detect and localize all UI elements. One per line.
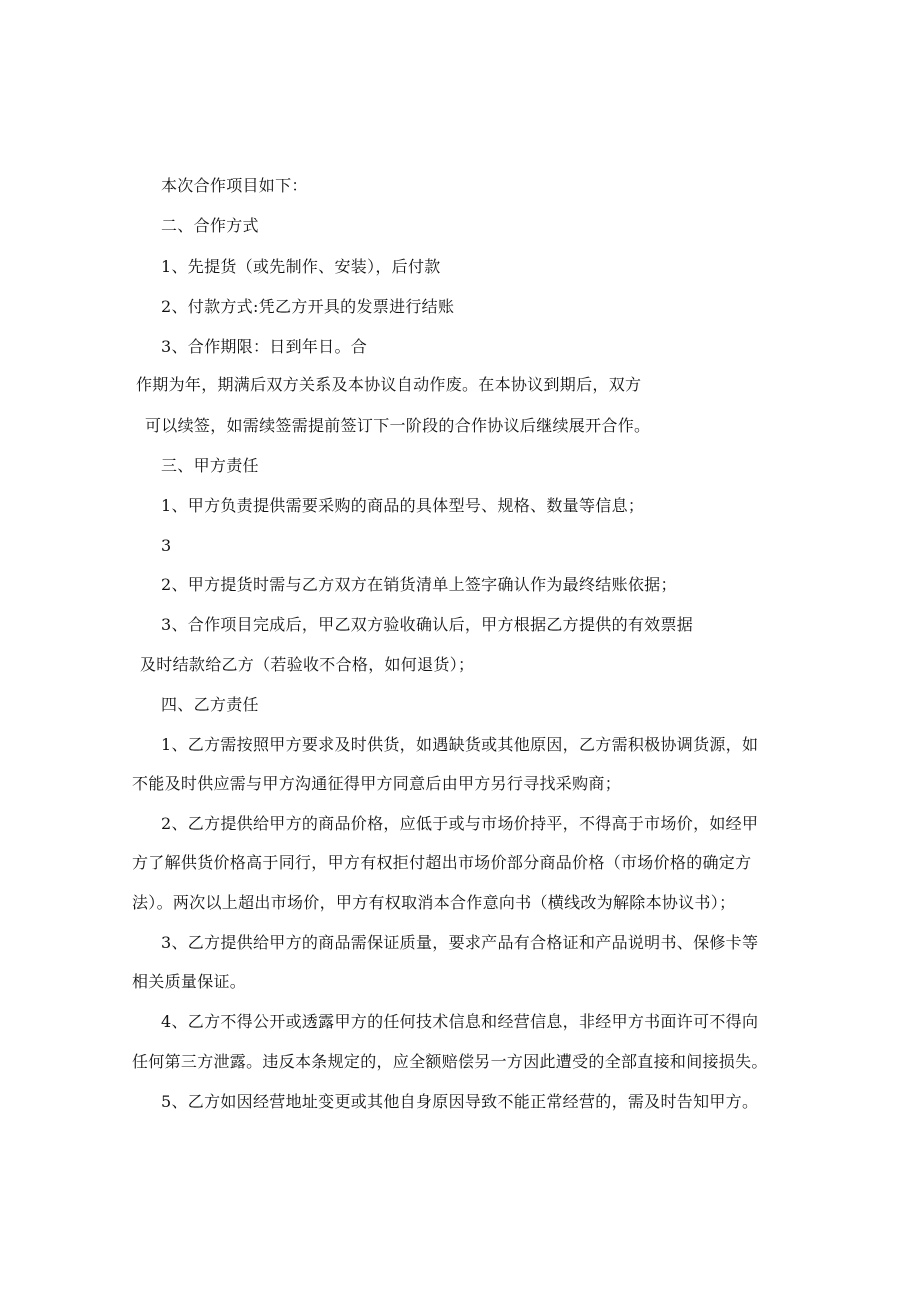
clause-line: 1、先提货（或先制作、安装），后付款: [161, 257, 441, 276]
clause-continuation-line: 及时结款给乙方（若验收不合格，如何退货）；: [140, 655, 475, 674]
intro-line: 本次合作项目如下：: [161, 176, 308, 195]
clause-line: 2、付款方式:凭乙方开具的发票进行结账: [161, 297, 455, 316]
clause-continuation-line: 相关质量保证。: [132, 972, 247, 991]
clause-continuation-line: 可以续签，如需续签需提前签订下一阶段的合作协议后继续展开合作。: [145, 416, 651, 435]
clause-continuation-line: 方了解供货价格高于同行，甲方有权拒付超出市场价部分商品价格（市场价格的确定方: [132, 853, 752, 872]
clause-line: 4、乙方不得公开或透露甲方的任何技术信息和经营信息，非经甲方书面许可不得向: [161, 1012, 759, 1031]
section-heading-party-b: 四、乙方责任: [161, 695, 259, 714]
section-heading-cooperation-method: 二、合作方式: [161, 216, 259, 235]
clause-line: 3、乙方提供给甲方的商品需保证质量，要求产品有合格证和产品说明书、保修卡等: [161, 933, 759, 952]
clause-line: 1、甲方负责提供需要采购的商品的具体型号、规格、数量等信息；: [161, 496, 645, 515]
clause-line: 2、乙方提供给甲方的商品价格，应低于或与市场价持平，不得高于市场价，如经甲: [161, 814, 759, 833]
section-heading-party-a: 三、甲方责任: [161, 456, 259, 475]
clause-line: 1、乙方需按照甲方要求及时供货，如遇缺货或其他原因，乙方需积极协调货源，如: [161, 735, 759, 754]
clause-line: 3、合作期限：日到年日。合: [161, 337, 368, 356]
clause-continuation-line: 作期为年，期满后双方关系及本协议自动作废。在本协议到期后，双方: [136, 375, 642, 394]
clause-line: 5、乙方如因经营地址变更或其他自身原因导致不能正常经营的，需及时告知甲方。: [161, 1092, 759, 1111]
clause-continuation-line: 任何第三方泄露。违反本条规定的，应全额赔偿另一方因此遭受的全部直接和间接损失。: [132, 1052, 768, 1071]
clause-continuation-line: 不能及时供应需与甲方沟通征得甲方同意后由甲方另行寻找采购商；: [132, 774, 622, 793]
stray-number: 3: [161, 536, 172, 555]
clause-line: 2、甲方提货时需与乙方双方在销货清单上签字确认作为最终结账依据；: [161, 575, 677, 594]
clause-continuation-line: 法）。两次以上超出市场价，甲方有权取消本合作意向书（横线改为解除本协议书）；: [132, 893, 736, 912]
clause-line: 3、合作项目完成后，甲乙双方验收确认后，甲方根据乙方提供的有效票据: [161, 615, 694, 634]
